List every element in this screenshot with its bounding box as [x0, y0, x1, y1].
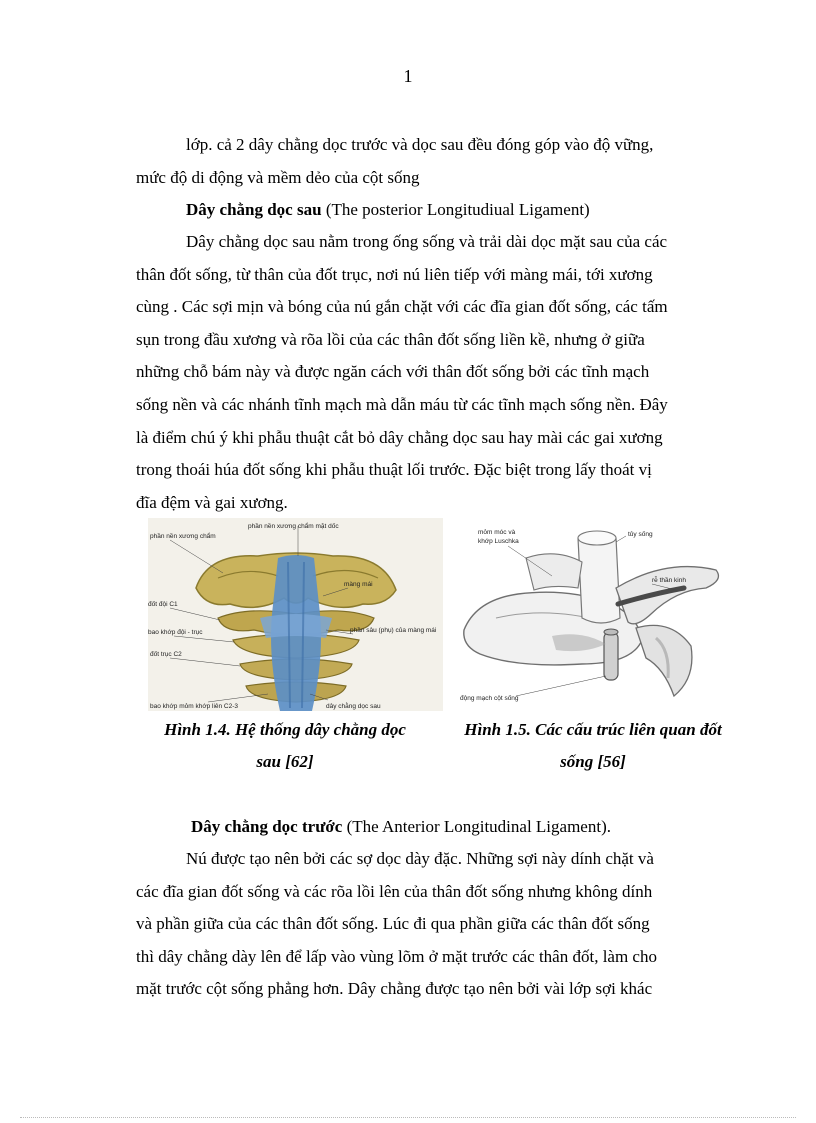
text-line: đĩa đệm và gai xương.	[136, 492, 288, 512]
label-vertebral-artery: động mạch cột sống	[460, 695, 519, 702]
label-uncinate-process: mỏm móc và	[478, 529, 516, 536]
heading-rest: (The posterior Longitudiual Ligament)	[321, 200, 590, 220]
section-heading-anterior-block	[136, 811, 738, 844]
label-luschka-joint: khớp Luschka	[478, 538, 519, 545]
text-line: Dây chằng dọc sau nằm trong ống sống và trải dài dọc mặt sau của các	[186, 232, 668, 251]
text-line: là điểm chú ý khi phẫu thuật cắt bỏ dây chằng dọc sau hay mài các gai xương	[136, 427, 663, 447]
paragraph-intro	[136, 129, 738, 227]
label-spinal-cord: tủy sống	[628, 531, 653, 538]
caption-line: sau [62]	[256, 752, 314, 771]
caption-line: sống [56]	[560, 752, 626, 771]
label-atlas: đốt đội C1	[148, 601, 178, 608]
label-occipital-base: phần nền xương chẩm	[150, 533, 216, 540]
label-nerve-root: rễ thần kinh	[652, 577, 686, 584]
text-line: sụn trong đầu xương và rõa lồi của các thân đốt sống liền kề, nhưng ở giữa	[136, 329, 645, 349]
text-line: mặt trước cột sống phẳng hơn. Dây chằng được tạo nên bởi vài lớp sợi khác	[136, 979, 653, 999]
section-heading-anterior	[136, 811, 738, 844]
label-tectorial-membrane: màng mái	[344, 581, 373, 588]
heading-bold: Dây chằng dọc trước	[191, 817, 343, 836]
text-line: và phần giữa của các thân đốt sống. Lúc đi qua phần giữa các thân đốt sống	[136, 914, 650, 934]
text-line: thân đốt sống, từ thân của đốt trục, nơi nú liên tiếp với màng mái, tới xương	[136, 264, 653, 284]
figure-1-5-caption	[440, 714, 746, 778]
text-line: trong thoái húa đốt sống khi phẫu thuật lối trước. Đặc biệt trong lấy thoát vị	[136, 460, 652, 480]
page-number: 1	[403, 66, 413, 86]
text-line: những chỗ bám này và được ngăn cách với thân đốt sống bởi các tĩnh mạch	[136, 362, 650, 382]
heading-rest: (The Anterior Longitudinal Ligament).	[342, 817, 611, 836]
spine-posterior-illustration	[148, 518, 443, 711]
label-posterior-ligament: dây chằng dọc sau	[326, 703, 381, 710]
text-line: cùng . Các sợi mịn và bóng của nú gắn chặt với các đĩa gian đốt sống, các tấm	[136, 297, 668, 317]
heading-bold: Dây chằng dọc sau	[186, 200, 322, 220]
text-line: lớp. cả 2 dây chằng dọc trước và dọc sau đều đóng góp vào độ vững,	[186, 135, 654, 154]
text-line: Nú được tạo nên bởi các sợ dọc dày đặc. Những sợi này dính chặt và	[186, 849, 654, 868]
text-line: mức độ di động và mềm dẻo của cột sống	[136, 167, 420, 187]
text-line: thì dây chằng dày lên để lấp vào vùng lõm ở mặt trước các thân đốt, làm cho	[136, 946, 657, 966]
label-atlantoaxial-capsule: bao khớp đội - trục	[148, 629, 203, 636]
page-bottom-border	[20, 1117, 796, 1118]
vertebra-illustration	[456, 518, 728, 711]
text-line: sống nền và các nhánh tĩnh mạch mà dẫn máu từ các tĩnh mạch sống nền. Đây	[136, 394, 668, 414]
figure-1-4-caption	[140, 714, 430, 778]
paragraph-anterior	[136, 843, 738, 1006]
caption-line: Hình 1.5. Các cấu trúc liên quan đốt	[464, 720, 722, 739]
section-heading-posterior	[136, 194, 738, 227]
text-line: các đĩa gian đốt sống và các rõa lồi lên của thân đốt sống nhưng không dính	[136, 881, 653, 901]
label-basiocciput: phần nền xương chẩm mặt dốc	[248, 523, 339, 530]
label-c23-capsule: bao khớp mỏm khớp liên C2-3	[150, 703, 239, 710]
caption-line: Hình 1.4. Hệ thống dây chằng dọc	[164, 720, 406, 739]
figure-posterior-ligament	[148, 518, 443, 711]
paragraph-posterior	[136, 226, 738, 519]
figure-vertebra-structures	[456, 518, 728, 711]
label-deep-membrane: phần sâu (phụ) của màng mái	[350, 627, 437, 634]
label-axis: đốt trục C2	[150, 651, 182, 658]
